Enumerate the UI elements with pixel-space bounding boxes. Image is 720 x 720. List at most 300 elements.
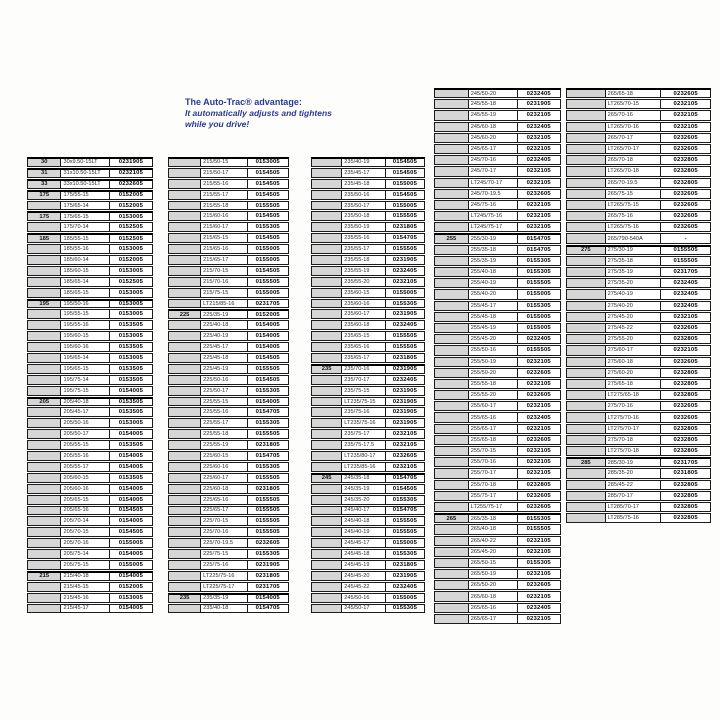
part-number-cell: 0232105	[526, 448, 551, 455]
group-label-cell	[169, 180, 201, 188]
group-label-cell	[28, 376, 61, 384]
table-row	[434, 580, 561, 590]
tire-size-cell: 255/45-17	[469, 302, 518, 310]
part-number-cell: 0154005	[255, 398, 280, 405]
tire-size-cell: 185/55-16	[61, 245, 109, 253]
table-row	[434, 301, 561, 311]
tire-size-cell: 235/40-19	[342, 159, 386, 166]
group-label-cell	[312, 594, 342, 602]
tire-size-cell: 245/50-20	[469, 90, 518, 97]
group-label-cell	[28, 430, 61, 438]
part-number-cell: 0232605	[673, 134, 698, 141]
group-label-cell	[435, 559, 469, 567]
group-label-cell	[312, 517, 342, 525]
group-label-cell	[312, 496, 342, 504]
part-number-cell: 0155505	[526, 347, 551, 354]
part-number-cell: 0232405	[526, 604, 551, 611]
table-row	[168, 342, 289, 352]
table-row	[168, 320, 289, 330]
tire-size-cell: 225/65-16	[201, 496, 247, 504]
tire-size-cell: 275/60-18	[606, 358, 662, 366]
table-row	[566, 222, 711, 232]
group-label-cell	[28, 474, 61, 482]
table-row	[434, 222, 561, 232]
table-row	[566, 144, 711, 154]
tire-size-cell: 255/50-20	[469, 369, 518, 377]
group-label-cell	[312, 550, 342, 558]
part-number-cell: 0232405	[392, 322, 418, 329]
group-label-cell	[435, 346, 469, 354]
table-row	[566, 345, 711, 355]
tire-size-cell: 205/75-15	[61, 561, 109, 569]
group-label-cell	[312, 583, 342, 591]
group-label-cell	[435, 503, 469, 511]
group-label-cell	[312, 310, 342, 318]
tire-size-cell: 255/70-15	[469, 447, 518, 455]
tire-size-cell: 235/50-19	[342, 223, 386, 231]
tire-size-cell: 225/60-18	[201, 485, 247, 493]
group-label-cell	[28, 561, 61, 569]
table-row	[566, 390, 711, 400]
advantage-subtitle-line1: It automatically adjusts and tightens	[185, 108, 332, 118]
group-label-cell	[169, 212, 201, 220]
tire-size-cell: LT245/75-17	[469, 223, 518, 231]
group-label-cell	[567, 257, 606, 265]
group-label-cell	[169, 256, 201, 264]
group-label-cell	[312, 278, 342, 286]
table-row	[168, 484, 289, 494]
group-label-cell: 31	[28, 170, 61, 177]
table-row	[311, 495, 425, 505]
part-number-cell: 0155005	[118, 561, 144, 568]
part-number-cell: 0232105	[673, 313, 698, 320]
part-number-cell: 0231905	[392, 311, 418, 318]
tire-size-cell: 235/60-15	[342, 289, 386, 297]
group-label-cell	[28, 583, 61, 591]
table-row	[27, 516, 153, 526]
tire-size-cell: 215/75-15	[201, 289, 247, 297]
tire-size-cell: LT265/70-16	[606, 123, 662, 131]
tire-size-cell: 235/55-16	[342, 234, 386, 242]
table-row	[434, 536, 561, 546]
tire-size-cell: 255/40-20	[469, 290, 518, 298]
tire-size-cell: 245/45-18	[342, 550, 386, 558]
group-label-cell	[312, 376, 342, 384]
table-row	[311, 299, 425, 309]
part-number-cell: 0155005	[526, 313, 551, 320]
part-number-cell: 0154005	[118, 387, 144, 394]
group-label-cell	[28, 408, 61, 416]
table-row	[311, 233, 425, 243]
group-label-cell	[567, 123, 606, 131]
table-row	[566, 435, 711, 445]
part-number-cell: 0155305	[392, 551, 418, 557]
group-label-cell	[435, 111, 469, 119]
group-label-cell	[567, 358, 606, 366]
table-row	[27, 222, 153, 232]
group-label-cell	[435, 548, 469, 556]
part-number-cell: 0155505	[392, 246, 418, 253]
tire-size-cell: 225/35-19	[201, 311, 247, 318]
tire-size-cell: 265/50-19	[469, 570, 518, 578]
part-number-cell: 0231905	[255, 561, 280, 568]
tire-size-cell: 245/35-20	[342, 496, 386, 504]
part-number-cell: 0155505	[526, 280, 551, 287]
part-number-cell: 0154005	[255, 344, 280, 351]
part-number-cell: 0154005	[118, 485, 144, 492]
tire-size-cell: 245/75-16	[469, 201, 518, 209]
group-label-cell	[312, 159, 342, 166]
part-number-cell: 0153505	[118, 399, 144, 406]
table-row	[168, 222, 289, 232]
table-row	[27, 484, 153, 494]
group-label-cell	[169, 408, 201, 416]
table-row	[168, 538, 289, 548]
table-row	[311, 451, 425, 461]
part-number-cell: 0232805	[673, 492, 698, 499]
tire-size-cell: 245/45-20	[342, 572, 386, 580]
table-row	[434, 513, 561, 523]
part-number-cell: 0154505	[118, 507, 144, 514]
part-number-cell: 0232605	[526, 582, 551, 589]
tire-size-cell: 185/60-15	[61, 267, 109, 275]
group-label-cell: 235	[312, 366, 342, 373]
table-row	[434, 312, 561, 322]
group-label-cell	[28, 507, 61, 515]
table-row	[566, 334, 711, 344]
part-number-cell: 0231905	[392, 387, 418, 394]
group-label-cell	[435, 179, 469, 187]
tire-size-cell: 255/45-20	[469, 335, 518, 343]
part-number-cell: 0154505	[255, 213, 280, 220]
part-number-cell: 0155505	[392, 344, 418, 351]
tire-size-cell: 225/70-15	[201, 517, 247, 525]
tire-size-cell: 195/75-15	[61, 387, 109, 395]
table-row	[566, 200, 711, 210]
part-number-cell: 0154505	[255, 376, 280, 383]
group-label-cell	[312, 605, 342, 613]
group-label-cell	[567, 391, 606, 399]
tire-size-cell: 225/55-15	[201, 398, 247, 406]
table-row	[311, 168, 425, 178]
table-row	[311, 266, 425, 276]
part-number-cell: 0232805	[673, 380, 698, 387]
part-number-cell: 0153005	[118, 594, 144, 601]
table-row	[566, 122, 711, 132]
tire-size-cell: 235/45-18	[342, 180, 386, 188]
part-number-cell: 0155005	[526, 325, 551, 332]
group-label-cell	[169, 583, 201, 591]
tire-size-cell: 255/45-18	[469, 313, 518, 321]
part-number-cell: 0232105	[526, 224, 551, 231]
table-row	[27, 407, 153, 417]
part-number-cell: 0155505	[255, 431, 280, 438]
tire-size-cell: 225/45-18	[201, 354, 247, 362]
part-number-cell: 0153005	[118, 311, 144, 318]
part-number-cell: 0232105	[526, 537, 551, 544]
group-label-cell	[435, 156, 469, 164]
tire-size-cell: LT255/75-17	[469, 503, 518, 511]
tire-size-cell: LT245/70-17	[469, 179, 518, 187]
table-row	[434, 178, 561, 188]
table-row	[566, 480, 711, 490]
part-number-cell: 0231705	[673, 459, 698, 466]
table-row	[168, 582, 289, 592]
group-label-cell	[28, 441, 61, 449]
tire-size-cell: LT235/85-16	[342, 463, 386, 471]
tire-size-cell: 275/30-19	[606, 247, 662, 254]
group-label-cell	[435, 279, 469, 287]
group-label-cell	[435, 369, 469, 377]
tire-size-cell: 205/70-16	[61, 539, 109, 547]
tire-size-cell: 275/35-20	[606, 279, 662, 287]
tire-size-cell: LT225/75-16	[201, 572, 247, 580]
part-number-cell: 0155305	[255, 551, 280, 557]
table-row	[27, 201, 153, 211]
table-row	[27, 495, 153, 505]
tire-size-cell: 225/45-19	[201, 365, 247, 373]
tire-size-cell: 265/65-17	[469, 615, 518, 623]
part-number-cell: 0155305	[526, 257, 551, 264]
group-label-cell	[169, 572, 201, 580]
tire-size-cell: 275/45-22	[606, 324, 662, 332]
part-number-cell: 0231805	[392, 354, 418, 361]
tire-size-cell: 235/50-16	[342, 191, 386, 199]
tire-size-cell: 225/70-16	[201, 528, 247, 536]
part-number-cell: 0232605	[673, 146, 698, 153]
group-label-cell	[567, 335, 606, 343]
group-label-cell	[435, 436, 469, 444]
part-number-cell: 0155005	[392, 180, 418, 187]
group-label-cell	[567, 492, 606, 500]
table-row	[566, 379, 711, 389]
part-number-cell: 0231905	[392, 366, 418, 373]
part-number-cell: 0155005	[255, 246, 280, 253]
table-row	[168, 244, 289, 254]
table-row	[434, 122, 561, 132]
group-label-cell	[169, 343, 201, 351]
group-label-cell	[28, 539, 61, 547]
group-label-cell	[312, 267, 342, 275]
table-row	[434, 233, 561, 243]
tire-size-cell: 225/60-16	[201, 463, 247, 471]
part-number-cell: 0155005	[118, 540, 144, 547]
group-label-cell: 235	[169, 595, 201, 602]
part-number-cell: 0232105	[673, 112, 698, 119]
group-label-cell	[169, 321, 201, 329]
part-number-cell: 0232805	[673, 448, 698, 455]
part-number-cell: 0232105	[526, 201, 551, 208]
part-number-cell: 0232105	[673, 123, 698, 130]
tire-size-cell: 225/55-19	[201, 441, 247, 449]
table-row	[434, 323, 561, 333]
group-label-cell: 175	[28, 213, 61, 220]
tire-size-cell: 235/75-15	[342, 387, 386, 395]
table-row	[434, 245, 561, 255]
part-number-cell: 0155505	[255, 278, 280, 285]
tire-size-cell: 275/35-18	[606, 257, 662, 265]
tire-size-cell: 205/70-15	[61, 528, 109, 536]
table-row	[434, 446, 561, 456]
part-number-cell: 0154705	[255, 605, 280, 612]
part-number-cell: 0154005	[118, 431, 144, 438]
tire-size-cell: 245/45-22	[342, 583, 386, 591]
tire-size-cell: 245/65-17	[469, 145, 518, 153]
table-row	[566, 233, 711, 243]
tire-size-cell: 215/55-16	[201, 180, 247, 188]
tire-size-cell: 215/60-16	[201, 212, 247, 220]
tire-size-cell: 265/50-15	[469, 559, 518, 567]
part-number-cell: 0232805	[673, 504, 698, 511]
part-number-cell: 0154005	[118, 496, 144, 503]
part-number-cell: 0231905	[392, 572, 418, 579]
group-label-cell: 185	[28, 235, 61, 242]
table-row	[311, 179, 425, 189]
part-number-cell: 0154505	[255, 191, 280, 198]
group-label-cell	[567, 346, 606, 354]
tire-size-cell: 245/35-19	[342, 485, 386, 493]
part-number-cell: 0232105	[526, 403, 551, 410]
group-label-cell	[169, 376, 201, 384]
tire-size-cell: 235/35-19	[201, 595, 247, 602]
table-row	[27, 451, 153, 461]
fitment-table-column-2	[168, 157, 289, 614]
table-row	[434, 603, 561, 613]
part-number-cell: 0155305	[392, 300, 418, 307]
group-label-cell	[435, 313, 469, 321]
table-row	[27, 473, 153, 483]
tire-size-cell: 255/35-18	[469, 246, 518, 254]
part-number-cell: 0232805	[673, 515, 698, 522]
tire-size-cell: LT235/80-17	[342, 452, 386, 460]
group-label-cell	[169, 387, 201, 395]
tire-size-cell: 265/50-20	[469, 581, 518, 589]
tire-size-cell: LT265/75-15	[606, 201, 662, 209]
group-label-cell	[435, 134, 469, 142]
part-number-cell: 0152005	[118, 192, 144, 199]
table-row	[566, 457, 711, 467]
table-row	[434, 166, 561, 176]
group-label-cell	[435, 425, 469, 433]
tire-size-cell: 30x9.50-15LT	[61, 159, 109, 166]
group-label-cell	[435, 257, 469, 265]
tire-size-cell: 235/60-16	[342, 300, 386, 308]
table-row	[434, 144, 561, 154]
group-label-cell	[567, 234, 606, 242]
tire-size-cell: 175/65-15	[61, 213, 109, 220]
group-label-cell	[312, 191, 342, 199]
tire-size-cell: LT275/65-18	[606, 391, 662, 399]
table-row	[311, 222, 425, 232]
group-label-cell	[312, 561, 342, 569]
group-label-cell	[435, 447, 469, 455]
group-label-cell	[169, 528, 201, 536]
table-row	[311, 288, 425, 298]
group-label-cell	[435, 537, 469, 545]
table-row	[311, 244, 425, 254]
group-label-cell: 265	[435, 515, 469, 522]
group-label-cell	[435, 525, 469, 533]
group-label-cell	[169, 496, 201, 504]
table-row	[168, 157, 289, 167]
tire-size-cell: 185/60-14	[61, 256, 109, 264]
table-row	[311, 484, 425, 494]
table-row	[27, 593, 153, 603]
tire-size-cell: 245/45-19	[342, 561, 386, 569]
part-number-cell: 0154705	[255, 409, 280, 416]
group-label-cell	[435, 290, 469, 298]
group-label-cell	[312, 441, 342, 449]
tire-size-cell: 215/50-17	[201, 169, 247, 177]
table-row	[27, 418, 153, 428]
tire-size-cell: 255/30-19	[469, 235, 518, 242]
part-number-cell: 0153505	[118, 365, 144, 372]
group-label-cell	[169, 463, 201, 471]
table-row	[168, 462, 289, 472]
part-number-cell: 0154005	[118, 573, 144, 580]
part-number-cell: 0153005	[118, 289, 144, 296]
tire-size-cell: 245/70-17	[469, 167, 518, 175]
part-number-cell: 0154505	[392, 485, 418, 492]
tire-size-cell: 235/70-17	[342, 376, 386, 384]
group-label-cell	[28, 256, 61, 264]
tire-size-cell: 255/55-20	[469, 391, 518, 399]
part-number-cell: 0154005	[118, 452, 144, 459]
group-label-cell	[312, 321, 342, 329]
part-number-cell: 0232805	[673, 369, 698, 376]
part-number-cell: 0154505	[255, 169, 280, 176]
table-row	[168, 299, 289, 309]
group-label-cell	[567, 402, 606, 410]
part-number-cell: 0154005	[255, 322, 280, 329]
group-label-cell	[435, 268, 469, 276]
table-row	[168, 331, 289, 341]
part-number-cell: 0232605	[526, 392, 551, 399]
table-row	[27, 582, 153, 592]
part-number-cell: 0232105	[673, 101, 698, 108]
tire-size-cell: 205/70-14	[61, 517, 109, 525]
tire-size-cell: 255/40-18	[469, 268, 518, 276]
table-row	[311, 462, 425, 472]
group-label-cell	[567, 302, 606, 310]
part-number-cell: 0232405	[526, 123, 551, 130]
part-number-cell: 0154005	[255, 333, 280, 340]
group-label-cell	[28, 310, 61, 318]
part-number-cell: 0154005	[118, 518, 144, 525]
table-row	[566, 110, 711, 120]
group-label-cell	[435, 402, 469, 410]
table-row	[566, 256, 711, 266]
part-number-cell: 0155505	[255, 474, 280, 481]
group-label-cell	[567, 190, 606, 198]
table-row	[168, 429, 289, 439]
table-row	[566, 178, 711, 188]
group-label-cell	[169, 517, 201, 525]
tire-size-cell: LT265/75-16	[606, 223, 662, 231]
tire-size-cell: 235/55-20	[342, 278, 386, 286]
group-label-cell	[435, 380, 469, 388]
table-row	[168, 375, 289, 385]
tire-size-cell: 225/40-19	[201, 332, 247, 340]
table-row	[434, 133, 561, 143]
group-label-cell	[567, 268, 606, 276]
group-label-cell: 255	[435, 235, 469, 242]
part-number-cell: 0232605	[673, 403, 698, 410]
table-row	[434, 368, 561, 378]
table-row	[566, 401, 711, 411]
group-label-cell	[435, 246, 469, 254]
part-number-cell: 0232105	[526, 470, 551, 477]
